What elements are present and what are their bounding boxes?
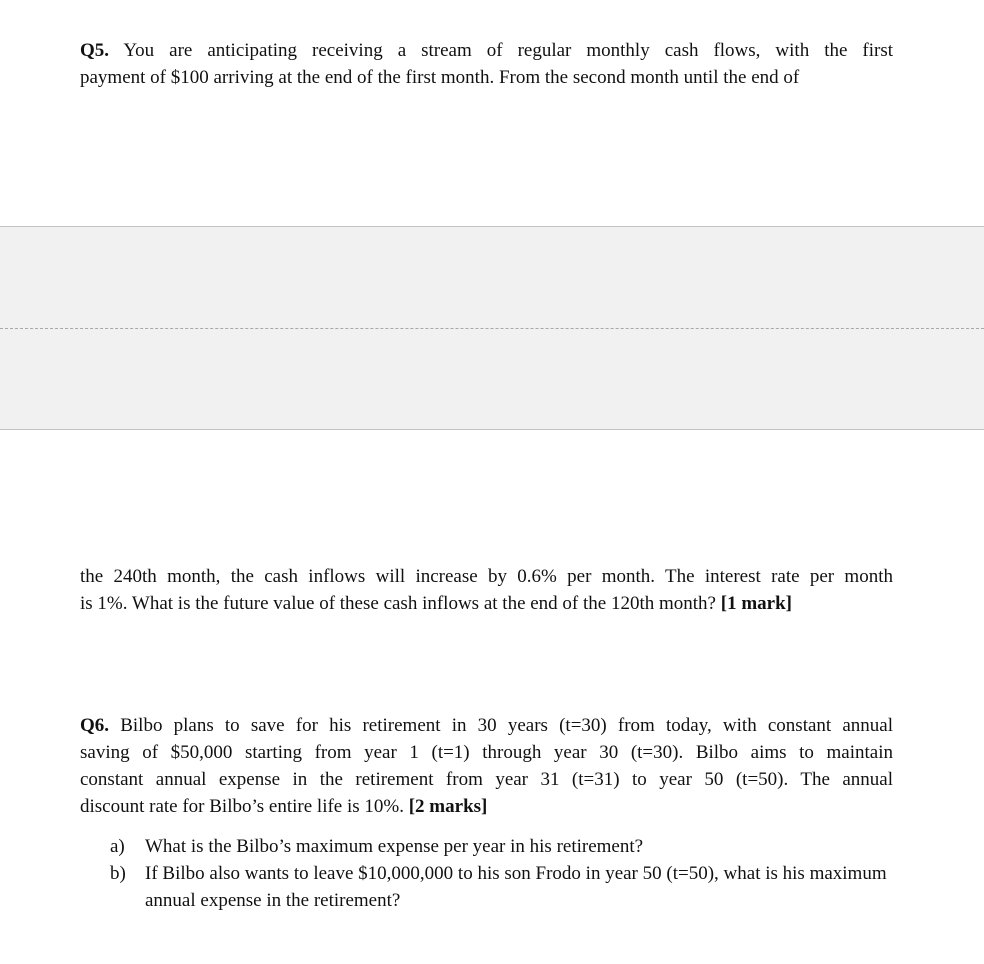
q5-label: Q5. [80, 40, 110, 61]
q5-line-3: the 240th month, the cash inflows will increase by 0.6% per month. The interest rate per month [80, 566, 893, 587]
q5-line-2: payment of $100 arriving at the end of the first month. From the second month until the end of [80, 67, 800, 88]
q5-marks: [1 mark] [720, 593, 792, 614]
q5-line-4: is 1%. What is the future value of these cash inflows at the end of the 120th month? [1 mark] [80, 593, 792, 614]
q6-subquestion-b [110, 860, 893, 914]
q5-paragraph-part1 [80, 37, 893, 91]
list-marker: a) [110, 836, 125, 857]
subquestion-text: What is the Bilbo’s maximum expense per year in his retirement? [145, 836, 644, 857]
q6-line-1: Q6. Bilbo plans to save for his retirement in 30 years (t=30) from today, with constant annual [80, 715, 894, 736]
q6-marks: [2 marks] [408, 796, 488, 817]
q6-line-4: discount rate for Bilbo’s entire life is 10%. [2 marks] [80, 796, 488, 817]
q5-paragraph-part2 [80, 563, 893, 617]
subquestion-text: If Bilbo also wants to leave $10,000,000 to his son Frodo in year 50 (t=50), what is his maximum annual expense in the retirement? [145, 863, 887, 911]
list-marker: b) [110, 863, 126, 884]
q6-paragraph [80, 712, 893, 820]
q6-line-3: constant annual expense in the retirement from year 31 (t=31) to year 50 (t=50). The annual [80, 769, 893, 790]
page-break-dashed-line [0, 328, 984, 329]
q6-line-2: saving of $50,000 starting from year 1 (t=1) through year 30 (t=30). Bilbo aims to maintain [80, 742, 893, 763]
page-break [0, 226, 984, 430]
q6-subquestion-a [110, 833, 893, 860]
q6-label: Q6. [80, 715, 110, 736]
q6-subquestion-list [110, 833, 893, 914]
q5-line-1: Q5. You are anticipating receiving a stream of regular monthly cash flows, with the first [80, 40, 894, 61]
